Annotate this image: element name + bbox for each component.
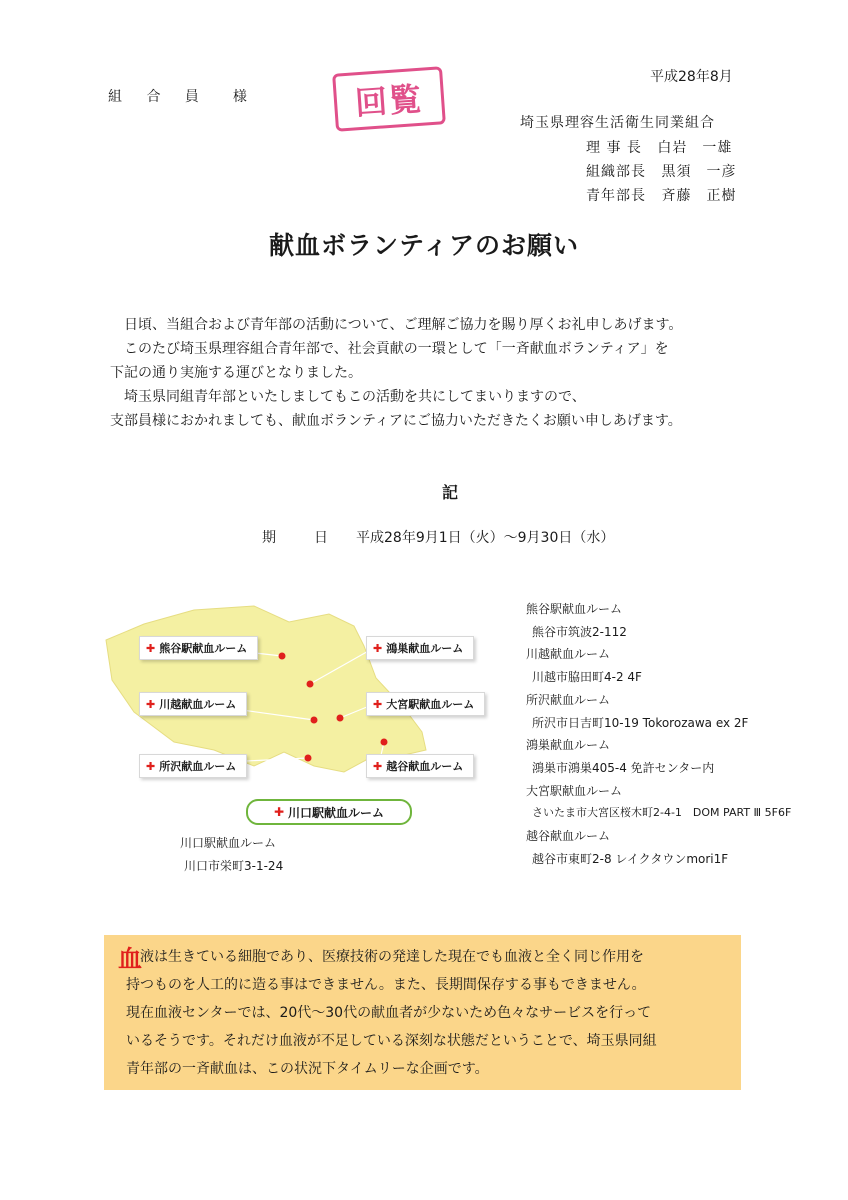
info-line: いるそうです。それだけ血液が不足している深刻な状態だということで、埼玉県同組	[126, 1033, 657, 1049]
map-region	[106, 606, 426, 772]
map-label-omiya	[366, 692, 485, 716]
map-label-koshigaya	[366, 754, 474, 778]
location-dot-koshigaya	[381, 739, 388, 746]
address-detail: さいたま市大宮区桜木町2-4-1 DOM PART Ⅲ 5F6F	[532, 806, 792, 820]
location-dot-omiya	[337, 715, 344, 722]
red-cross-icon: ✚	[373, 698, 383, 711]
body-paragraph: 下記の通り実施する運びとなりました。	[110, 365, 362, 381]
info-line: 青年部の一斉献血は、この状況下タイムリーな企画です。	[126, 1061, 489, 1077]
map-label-kumagaya	[139, 636, 258, 660]
sender-line	[586, 185, 736, 205]
sender-title: 青年部長	[586, 188, 646, 204]
body-paragraph: 埼玉県同組青年部といたしましてもこの活動を共にしてまいりますので、	[124, 389, 586, 405]
address-detail: 熊谷市筑波2-112	[532, 624, 627, 639]
sender-name: 黒須 一彦	[661, 164, 737, 180]
location-dot-kumagaya	[279, 653, 286, 660]
map-label-text: 川越献血ルーム	[159, 698, 237, 711]
info-big-char: 血	[118, 945, 142, 973]
address-detail: 所沢市日吉町10-19 Tokorozawa ex 2F	[532, 715, 749, 730]
address-list	[526, 598, 826, 870]
map-label-text: 川口駅献血ルーム	[288, 805, 385, 820]
red-cross-icon: ✚	[146, 760, 156, 773]
sender-organization: 埼玉県理容生活衛生同業組合	[520, 115, 715, 131]
info-line: 持つものを人工的に造る事はできません。また、長期間保存する事もできません。	[126, 977, 646, 993]
address-name: 川越献血ルーム	[526, 647, 611, 662]
map-label-kawaguchi	[246, 799, 412, 825]
body-paragraph: 日頃、当組合および青年部の活動について、ご理解ご協力を賜り厚くお礼申しあげます。	[124, 317, 683, 333]
address-detail: 川口市栄町3-1-24	[184, 858, 284, 873]
red-cross-icon: ✚	[373, 760, 383, 773]
address-name: 熊谷駅献血ルーム	[526, 602, 623, 616]
map-label-text: 大宮駅献血ルーム	[386, 698, 475, 711]
address-detail: 川越市脇田町4-2 4F	[532, 670, 642, 685]
circulation-stamp: 回覧	[332, 66, 446, 132]
info-text	[126, 943, 736, 1083]
page-title: 献血ボランティアのお願い	[268, 231, 579, 260]
red-cross-icon: ✚	[273, 805, 285, 819]
info-line: 液は生きている細胞であり、医療技術の発達した現在でも血液と全く同じ作用を	[140, 949, 644, 965]
location-dot-tokorozawa	[305, 755, 312, 762]
map-label-text: 鴻巣献血ルーム	[386, 642, 464, 655]
sender-line	[586, 137, 732, 157]
address-name: 川口駅献血ルーム	[180, 836, 277, 850]
address-detail: 越谷市東町2-8 レイクタウンmori1F	[532, 851, 729, 866]
recipient: 組 合 員 様	[108, 89, 257, 105]
map-label-text: 熊谷駅献血ルーム	[159, 642, 248, 655]
kawaguchi-address	[180, 832, 283, 877]
map-label-kawagoe	[139, 692, 247, 716]
period-label: 期 日	[262, 530, 340, 546]
address-name: 鴻巣献血ルーム	[526, 738, 611, 753]
map-label-text: 所沢献血ルーム	[159, 760, 237, 773]
address-name: 所沢献血ルーム	[526, 692, 611, 707]
red-cross-icon: ✚	[146, 698, 156, 711]
sender-name: 斉藤 正樹	[661, 188, 737, 204]
red-cross-icon: ✚	[373, 642, 383, 655]
notes-heading: 記	[441, 483, 458, 502]
sender-title: 理 事 長	[586, 140, 642, 156]
address-name: 大宮駅献血ルーム	[526, 783, 623, 798]
address-name: 越谷献血ルーム	[526, 829, 611, 844]
location-dot-kawagoe	[311, 717, 318, 724]
issue-date: 平成28年8月	[650, 69, 733, 85]
period-value: 平成28年9月1日（火）～9月30日（水）	[356, 530, 615, 546]
body-paragraph: 支部員様におかれましても、献血ボランティアにご協力いただきたくお願い申しあげます。	[110, 413, 682, 429]
map-label-text: 越谷献血ルーム	[386, 760, 464, 773]
body-text	[110, 313, 760, 433]
sender-title: 組織部長	[586, 164, 646, 180]
address-detail: 鴻巣市鴻巣405-4 免許センター内	[532, 760, 715, 775]
info-line: 現在血液センターでは、20代～30代の献血者が少ないため色々なサービスを行って	[126, 1005, 652, 1021]
sender-name: 白岩 一雄	[657, 140, 733, 156]
map-label-konosu	[366, 636, 474, 660]
red-cross-icon: ✚	[146, 642, 156, 655]
info-box	[104, 935, 741, 1090]
sender-line	[586, 161, 736, 181]
map-label-tokorozawa	[139, 754, 247, 778]
location-dot-konosu	[307, 681, 314, 688]
body-paragraph: このたび埼玉県理容組合青年部で、社会貢献の一環として「一斉献血ボランティア」を	[124, 341, 669, 357]
